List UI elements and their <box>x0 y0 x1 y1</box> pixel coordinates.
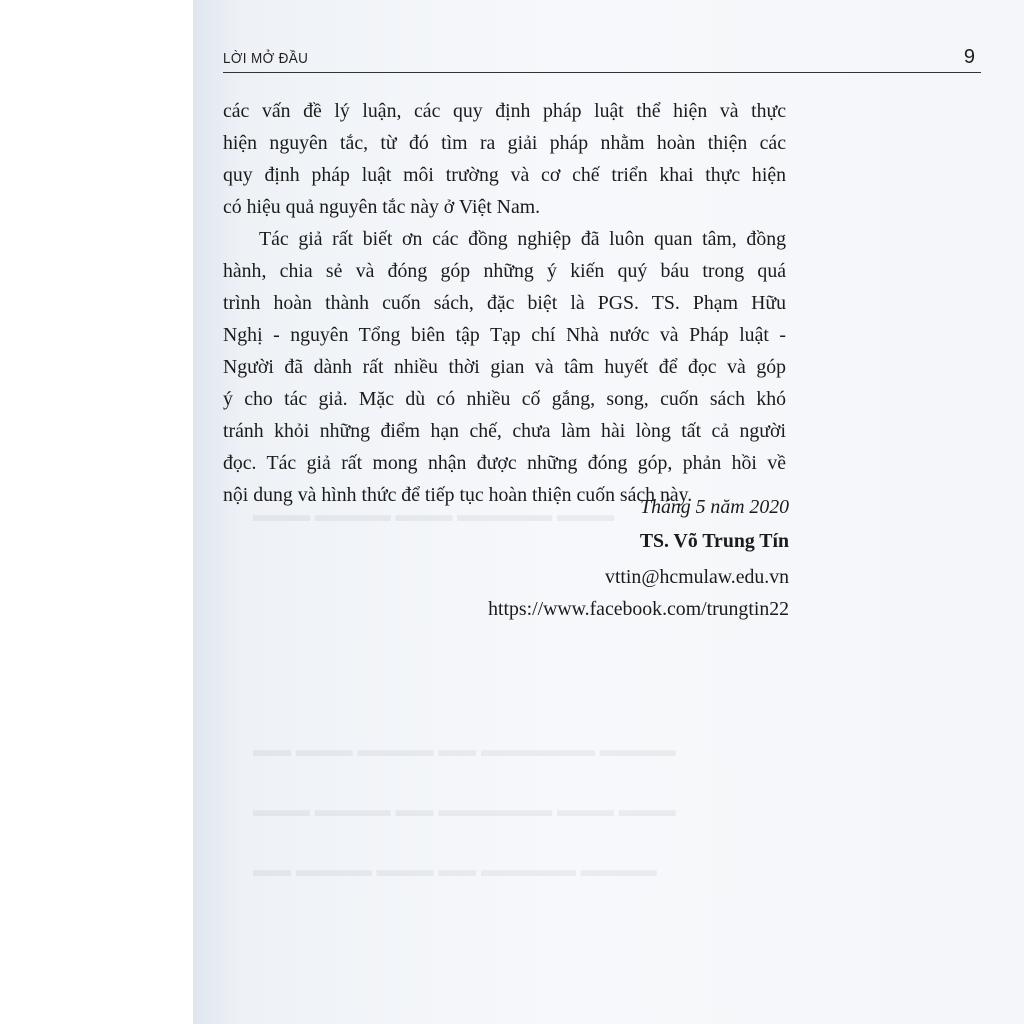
book-page <box>193 0 1024 1024</box>
author-facebook-link: https://www.facebook.com/trungtin22 <box>488 598 789 620</box>
body-text <box>223 95 786 511</box>
text-line: Người đã dành rất nhiều thời gian và tâm huyết để đọc và góp <box>223 356 786 378</box>
paragraph-2 <box>223 223 786 511</box>
text-line: đọc. Tác giả rất mong nhận được những đóng góp, phản hồi về <box>223 452 786 474</box>
bleed-through: ▬▬▬ ▬▬▬▬ ▬▬ ▬▬▬▬▬▬ ▬▬▬ ▬▬▬ <box>253 800 676 821</box>
bleed-through: ▬▬▬ ▬▬▬▬ ▬▬▬ ▬▬▬▬▬ ▬▬▬ <box>253 505 614 526</box>
author-name: TS. Võ Trung Tín <box>639 530 789 552</box>
text-line: các vấn đề lý luận, các quy định pháp luật thể hiện và thực <box>223 100 786 122</box>
text-line: tránh khỏi những điểm hạn chế, chưa làm hài lòng tất cả người <box>223 420 786 442</box>
signature-date: Tháng 5 năm 2020 <box>640 496 789 518</box>
text-line: nội dung và hình thức để tiếp tục hoàn thiện cuốn sách này. <box>223 484 693 506</box>
bleed-through: ▬▬ ▬▬▬ ▬▬▬▬ ▬▬ ▬▬▬▬▬▬ ▬▬▬▬ <box>253 740 676 761</box>
text-line: hành, chia sẻ và đóng góp những ý kiến quý báu trong quá <box>223 260 786 282</box>
paragraph-1 <box>223 95 786 223</box>
author-email: vttin@hcmulaw.edu.vn <box>605 566 789 588</box>
page-number: 9 <box>963 46 975 68</box>
text-line: hiện nguyên tắc, từ đó tìm ra giải pháp nhằm hoàn thiện các <box>223 132 786 154</box>
text-line: ý cho tác giả. Mặc dù có nhiều cố gắng, song, cuốn sách khó <box>223 388 786 410</box>
chapter-title: LỜI MỞ ĐẦU <box>223 50 309 67</box>
text-line: Tác giả rất biết ơn các đồng nghiệp đã luôn quan tâm, đồng <box>259 228 786 250</box>
text-line: quy định pháp luật môi trường và cơ chế triển khai thực hiện <box>223 164 786 186</box>
bleed-through: ▬▬ ▬▬▬▬ ▬▬▬ ▬▬ ▬▬▬▬▬ ▬▬▬▬ <box>253 860 657 881</box>
text-line: trình hoàn thành cuốn sách, đặc biệt là PGS. TS. Phạm Hữu <box>223 292 786 314</box>
text-line: có hiệu quả nguyên tắc này ở Việt Nam. <box>223 196 541 218</box>
running-header <box>223 38 981 73</box>
text-line: Nghị - nguyên Tổng biên tập Tạp chí Nhà nước và Pháp luật - <box>223 324 786 346</box>
